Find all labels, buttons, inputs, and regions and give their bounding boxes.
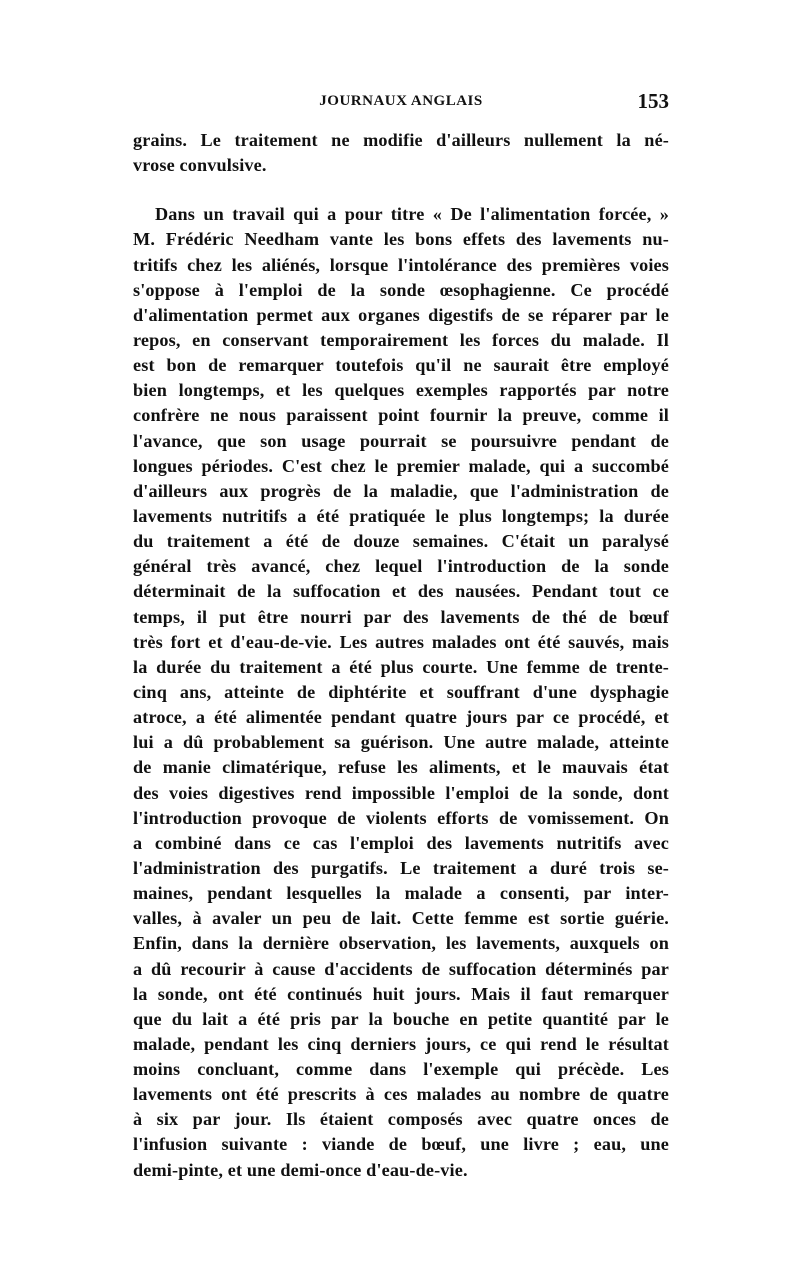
text-line: cinq ans, atteinte de diphtérite et souffrant d'une dysphagie (133, 681, 669, 702)
text-line: M. Frédéric Needham vante les bons effets des lavements nu- (133, 229, 669, 250)
text-line: atroce, a été alimentée pendant quatre jours par ce procédé, et (133, 707, 669, 728)
text-line: d'ailleurs aux progrès de la maladie, que l'administration de (133, 480, 669, 501)
text-line: malade, pendant les cinq derniers jours, ce qui rend le résultat (133, 1033, 669, 1054)
text-line: la durée du traitement a été plus courte. Une femme de trente- (133, 656, 669, 677)
text-line: bien longtemps, et les quelques exemples rapportés par notre (133, 380, 669, 401)
text-line: du traitement a été de douze semaines. C'était un paralysé (133, 531, 669, 552)
text-line: est bon de remarquer toutefois qu'il ne saurait être employé (133, 355, 669, 376)
text-line: à six par jour. Ils étaient composés avec quatre onces de (133, 1109, 669, 1130)
page-number: 153 (637, 89, 669, 113)
text-line: lavements ont été prescrits à ces malades au nombre de quatre (133, 1084, 669, 1105)
text-line: longues périodes. C'est chez le premier malade, qui a succombé (133, 455, 669, 476)
text-line: général très avancé, chez lequel l'introduction de la sonde (133, 556, 669, 577)
text-line: lui a dû probablement sa guérison. Une autre malade, atteinte (133, 732, 669, 753)
text-line: Enfin, dans la dernière observation, les lavements, auxquels on (133, 933, 669, 954)
text-line: temps, il put être nourri par des lavements de thé de bœuf (133, 606, 669, 627)
text-line: lavements nutritifs a été pratiquée le plus longtemps; la durée (133, 505, 669, 526)
running-head (133, 89, 669, 115)
text-line: s'oppose à l'emploi de la sonde œsophagienne. Ce procédé (133, 279, 669, 300)
text-line: maines, pendant lesquelles la malade a consenti, par inter- (133, 883, 669, 904)
text-line: l'avance, que son usage pourrait se poursuivre pendant de (133, 430, 669, 451)
text-line: vrose convulsive. (133, 155, 267, 176)
text-line: grains. Le traitement ne modifie d'ailleurs nullement la né- (133, 130, 669, 150)
text-line: Dans un travail qui a pour titre « De l'alimentation forcée, » (155, 204, 669, 225)
text-line: moins concluant, comme dans l'exemple qui précède. Les (133, 1059, 669, 1080)
text-line: de manie climatérique, refuse les aliments, et le mauvais état (133, 757, 669, 778)
text-line: l'administration des purgatifs. Le traitement a duré trois se- (133, 857, 669, 878)
text-line: que du lait a été pris par la bouche en petite quantité par le (133, 1008, 669, 1029)
text-line: l'introduction provoque de violents efforts de vomissement. On (133, 807, 669, 828)
text-line: confrère ne nous paraissent point fournir la preuve, comme il (133, 405, 669, 426)
text-line: demi-pinte, et une demi-once d'eau-de-vie. (133, 1159, 468, 1180)
body-text (133, 128, 669, 1183)
paragraph-2 (133, 202, 669, 1182)
paragraph-1 (133, 128, 669, 178)
text-line: des voies digestives rend impossible l'emploi de la sonde, dont (133, 782, 669, 803)
text-line: tritifs chez les aliénés, lorsque l'intolérance des premières voies (133, 254, 669, 275)
text-line: déterminait de la suffocation et des nausées. Pendant tout ce (133, 581, 669, 602)
text-line: d'alimentation permet aux organes digestifs de se réparer par le (133, 304, 669, 325)
text-line: a dû recourir à cause d'accidents de suffocation déterminés par (133, 958, 669, 979)
running-title: JOURNAUX ANGLAIS (319, 93, 483, 109)
text-line: a combiné dans ce cas l'emploi des lavements nutritifs avec (133, 832, 669, 853)
text-line: l'infusion suivante : viande de bœuf, une livre ; eau, une (133, 1134, 669, 1155)
text-line: valles, à avaler un peu de lait. Cette femme est sortie guérie. (133, 908, 669, 929)
text-line: repos, en conservant temporairement les forces du malade. Il (133, 329, 669, 350)
text-line: très fort et d'eau-de-vie. Les autres malades ont été sauvés, mais (133, 631, 669, 652)
text-line: la sonde, ont été continués huit jours. Mais il faut remarquer (133, 983, 669, 1004)
paragraph-gap (133, 178, 669, 202)
